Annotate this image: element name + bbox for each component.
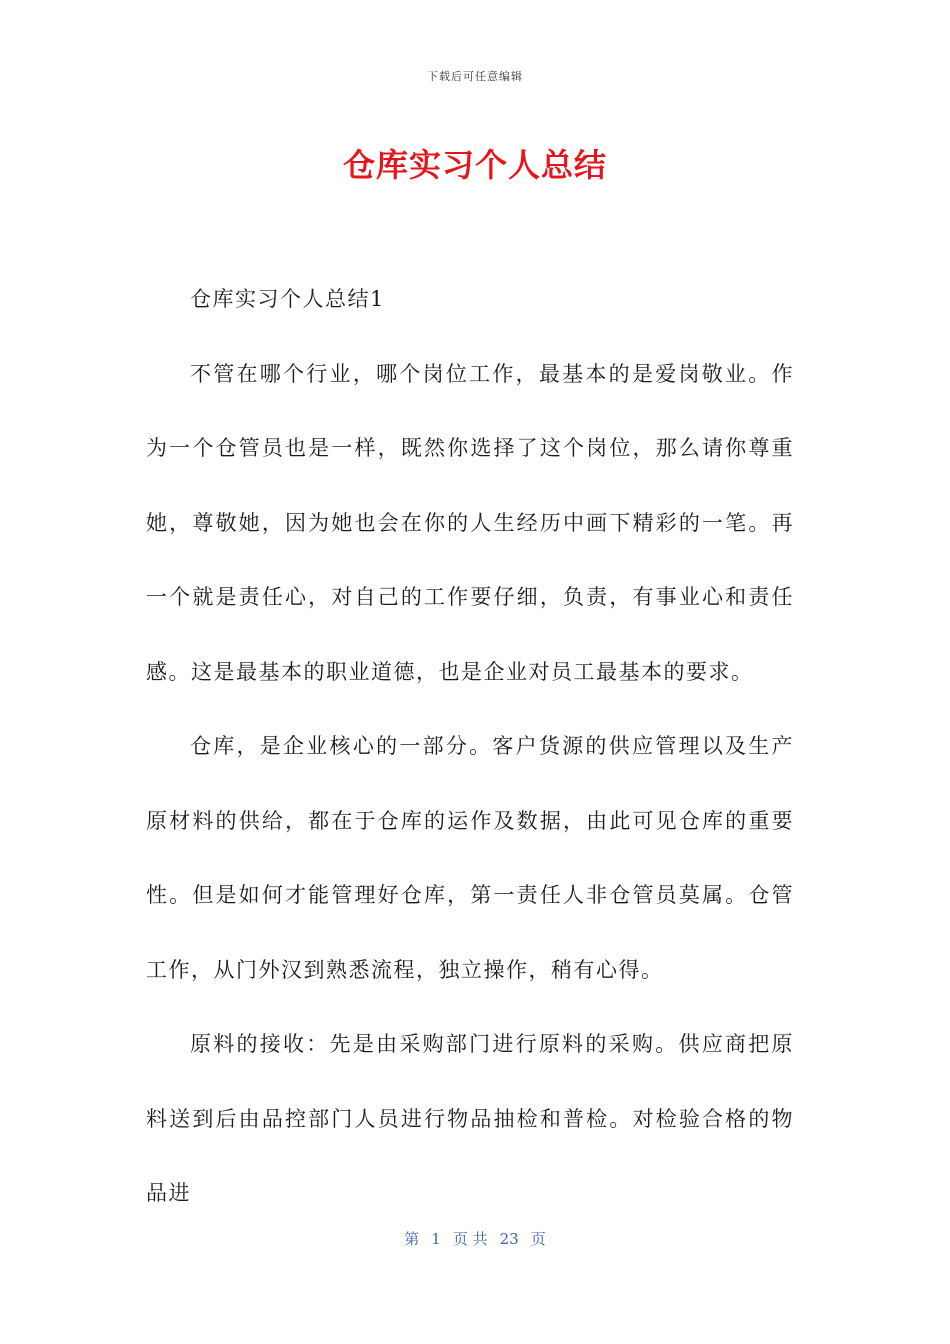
document-body	[146, 262, 794, 1231]
page-number: 1	[431, 1230, 441, 1248]
body-paragraph: 原料的接收：先是由采购部门进行原料的采购。供应商把原料送到后由品控部门人员进行物品抽检和普检。对检验合格的物品进	[146, 1032, 794, 1205]
body-paragraph: 仓库，是企业核心的一部分。客户货源的供应管理以及生产原材料的供给，都在于仓库的运作及数据，由此可见仓库的重要性。但是如何才能管理好仓库，第一责任人非仓管员莫属。仓管工作，从门外汉到熟悉流程，独立操作，稍有心得。	[146, 734, 794, 982]
page-footer	[0, 1228, 950, 1249]
section-heading: 仓库实习个人总结1	[190, 287, 385, 311]
page-middle: 页 共	[452, 1230, 488, 1248]
body-paragraph: 不管在哪个行业，哪个岗位工作，最基本的是爱岗敬业。作为一个仓管员也是一样，既然你选择了这个岗位，那么请你尊重她，尊敬她，因为她也会在你的人生经历中画下精彩的一笔。再一个就是责任心，对自己的工作要仔细，负责，有事业心和责任感。这是最基本的职业道德，也是企业对员工最基本的要求。	[146, 361, 794, 684]
page-prefix: 第	[404, 1230, 420, 1248]
header-note: 下载后可任意编辑	[427, 70, 523, 83]
document-title: 仓库实习个人总结	[342, 146, 607, 184]
page-suffix: 页	[530, 1230, 546, 1248]
page-total: 23	[499, 1230, 519, 1248]
